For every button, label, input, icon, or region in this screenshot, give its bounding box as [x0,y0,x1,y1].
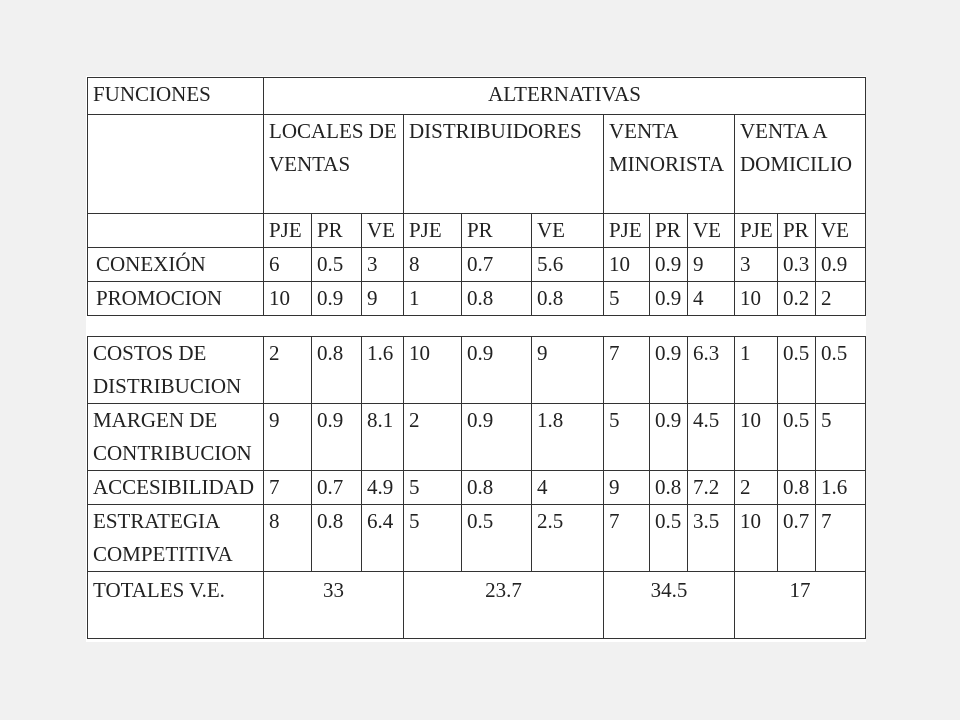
table-row [88,471,866,505]
table-cell: 0.8 [312,337,362,404]
table-cell: 10 [735,505,778,572]
table-cell: 0.2 [778,282,816,316]
table-row [88,505,866,572]
alternative-venta-minorista: VENTA MINORISTA [604,115,735,214]
table-cell: 0.5 [778,404,816,471]
sub-header: PR [778,214,816,248]
table-cell: 1.6 [816,471,866,505]
alternative-locales-de-ventas: LOCALES DE VENTAS [264,115,404,214]
table-cell: 0.7 [312,471,362,505]
table-cell: 8.1 [362,404,404,471]
table-cell: 10 [264,282,312,316]
table-row [88,282,866,316]
table-cell: 8 [264,505,312,572]
table-cell: 0.8 [778,471,816,505]
decision-table-top [87,77,866,316]
table-row [88,337,866,404]
total-value: 23.7 [404,572,604,639]
totals-row [88,572,866,639]
table-cell: 0.7 [462,248,532,282]
sub-header: PJE [404,214,462,248]
table-cell: 7.2 [688,471,735,505]
table-cell: 7 [604,505,650,572]
table-cell: 0.9 [462,337,532,404]
table-cell: 0.8 [462,282,532,316]
sub-header: VE [362,214,404,248]
table-cell: 0.9 [650,248,688,282]
table-cell: 10 [404,337,462,404]
table-cell: 0.5 [778,337,816,404]
table-cell: 6.4 [362,505,404,572]
table-cell: 0.9 [312,404,362,471]
row-label: COSTOS DE DISTRIBUCION [88,337,264,404]
alternative-venta-a-domicilio: VENTA A DOMICILIO [735,115,866,214]
header-row-sub [88,214,866,248]
table-cell: 4.5 [688,404,735,471]
table-cell: 10 [604,248,650,282]
table-cell: 9 [264,404,312,471]
table-cell: 1 [404,282,462,316]
table-cell: 5 [604,282,650,316]
row-label: ESTRATEGIA COMPETITIVA [88,505,264,572]
table-cell: 4 [688,282,735,316]
table-cell: 0.5 [462,505,532,572]
table-cell: 2 [735,471,778,505]
total-value: 33 [264,572,404,639]
table-cell: 5.6 [532,248,604,282]
sub-header: PR [462,214,532,248]
table-cell: 0.9 [650,337,688,404]
sub-header: PR [650,214,688,248]
table-cell: 10 [735,282,778,316]
sub-header: PJE [264,214,312,248]
table-cell: 3 [362,248,404,282]
table-cell: 6.3 [688,337,735,404]
table-row [88,248,866,282]
table-cell: 4 [532,471,604,505]
table-cell: 9 [688,248,735,282]
table-cell: 7 [816,505,866,572]
row-label: PROMOCION [88,282,264,316]
table-cell: 5 [604,404,650,471]
total-value: 34.5 [604,572,735,639]
table-cell: 3 [735,248,778,282]
table-cell: 0.8 [462,471,532,505]
table-cell: 0.9 [816,248,866,282]
sub-header: PJE [604,214,650,248]
table-cell: 0.8 [312,505,362,572]
table-cell: 0.3 [778,248,816,282]
table-cell: 1.6 [362,337,404,404]
table-cell: 0.5 [816,337,866,404]
table-cell: 6 [264,248,312,282]
funciones-header: FUNCIONES [88,78,264,115]
table-cell: 9 [604,471,650,505]
section-gap [86,318,866,335]
table-cell: 5 [404,471,462,505]
sub-header: VE [816,214,866,248]
table-cell: 2.5 [532,505,604,572]
sub-header: VE [688,214,735,248]
table-cell: 0.8 [650,471,688,505]
table-row [88,404,866,471]
table-cell: 1 [735,337,778,404]
table-cell: 9 [362,282,404,316]
sub-header: PR [312,214,362,248]
header-row-alternativas [88,78,866,115]
row-label: MARGEN DE CONTRIBUCION [88,404,264,471]
totals-label: TOTALES V.E. [88,572,264,639]
table-cell: 5 [816,404,866,471]
row-label: CONEXIÓN [88,248,264,282]
alternative-distribuidores: DISTRIBUIDORES [404,115,604,214]
row-label: ACCESIBILIDAD [88,471,264,505]
table-cell: 5 [404,505,462,572]
blank-cell [88,214,264,248]
table-cell: 2 [404,404,462,471]
table-cell: 7 [604,337,650,404]
table-cell: 2 [264,337,312,404]
alternativas-header: ALTERNATIVAS [264,78,866,115]
table-cell: 1.8 [532,404,604,471]
table-cell: 3.5 [688,505,735,572]
table-cell: 0.5 [650,505,688,572]
sub-header: VE [532,214,604,248]
table-cell: 8 [404,248,462,282]
total-value: 17 [735,572,866,639]
table-cell: 0.9 [650,404,688,471]
table-cell: 0.8 [532,282,604,316]
blank-cell [88,115,264,214]
table-cell: 0.5 [312,248,362,282]
table-cell: 4.9 [362,471,404,505]
table-cell: 0.9 [650,282,688,316]
sub-header: PJE [735,214,778,248]
table-cell: 2 [816,282,866,316]
table-cell: 0.9 [312,282,362,316]
header-row-alternative-names [88,115,866,214]
table-cell: 0.7 [778,505,816,572]
table-cell: 9 [532,337,604,404]
table-cell: 7 [264,471,312,505]
decision-table-bottom [87,336,866,639]
table-cell: 0.9 [462,404,532,471]
table-cell: 10 [735,404,778,471]
